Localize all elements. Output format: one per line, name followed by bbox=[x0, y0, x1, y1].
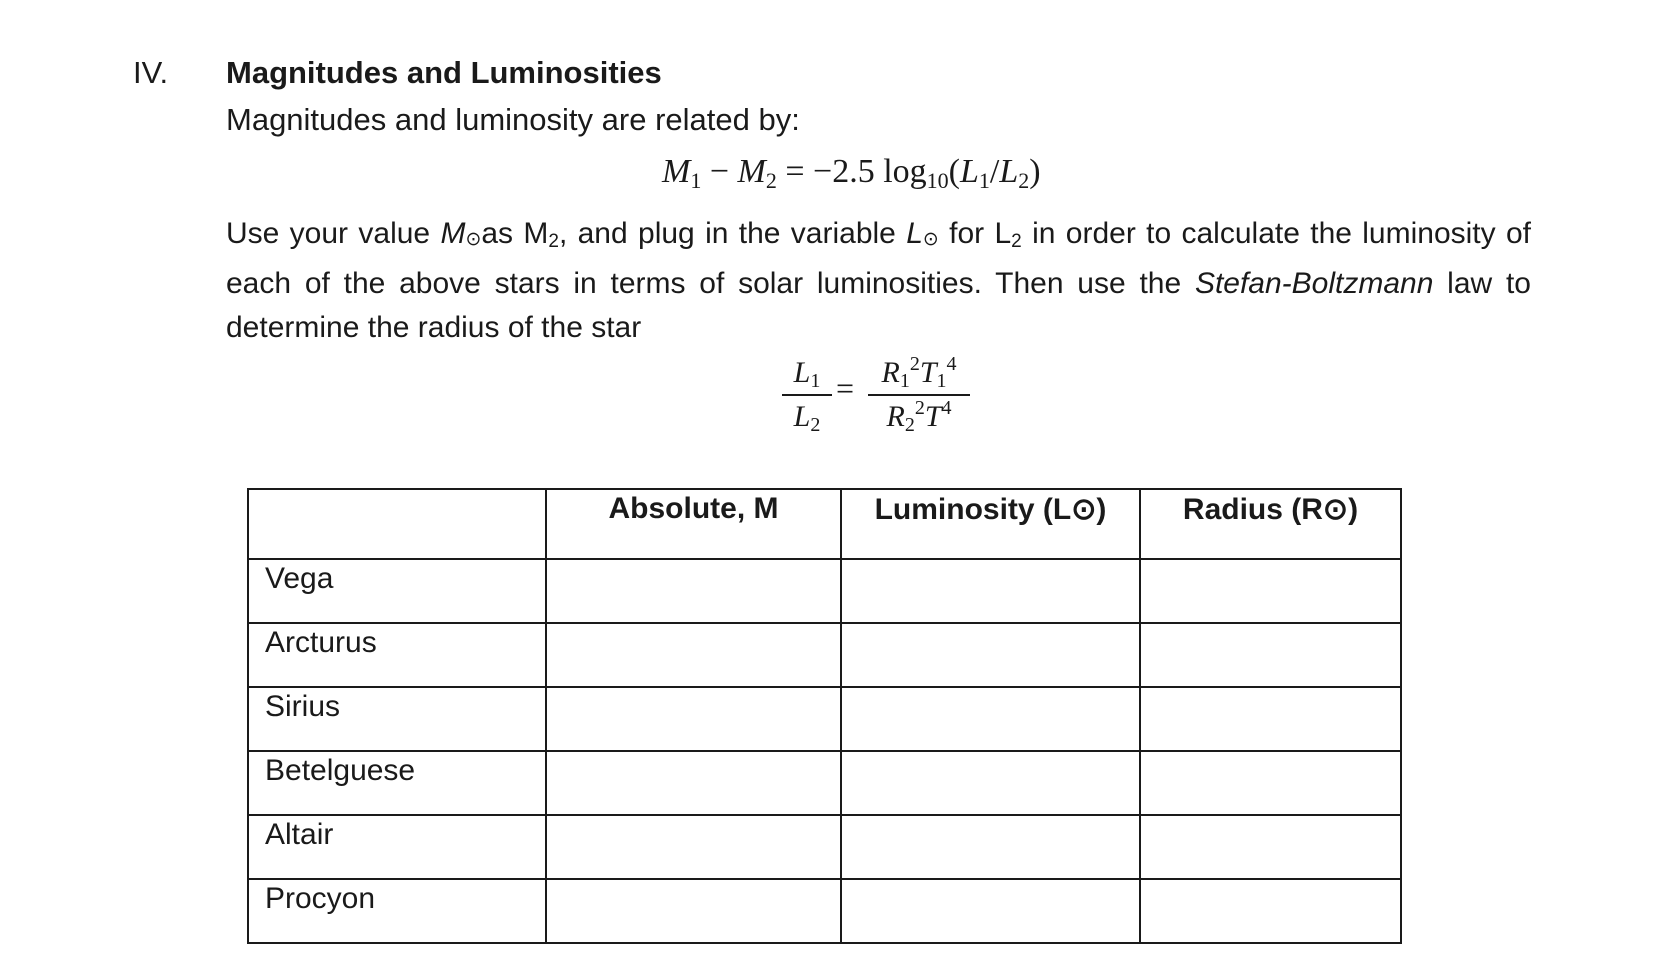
fraction-equals-sign: = bbox=[836, 370, 855, 406]
para-part-6: law to determine the radius of the star bbox=[226, 267, 1531, 344]
radius-cell[interactable] bbox=[1140, 751, 1401, 815]
frac-r1: R bbox=[881, 356, 900, 389]
eq-log-base: 10 bbox=[926, 168, 949, 193]
eq-paren-close: ) bbox=[1029, 153, 1041, 190]
frac-r1-sup: 2 bbox=[909, 353, 920, 375]
para-part-4-sub: 2 bbox=[1011, 231, 1022, 252]
frac-t2: T bbox=[924, 400, 942, 433]
eq-m2-sub: 2 bbox=[765, 168, 777, 193]
eq-slash: / bbox=[989, 153, 1000, 190]
eq-paren-open: ( bbox=[948, 153, 960, 190]
luminosity-cell[interactable] bbox=[841, 559, 1140, 623]
header-star-column bbox=[248, 489, 546, 559]
para-part-4: for L bbox=[938, 217, 1012, 250]
eq-coefficient: −2.5 log bbox=[813, 153, 927, 190]
eq-l1-sub: 1 bbox=[978, 168, 990, 193]
law-name: Stefan-Boltzmann bbox=[1194, 267, 1434, 300]
l-sun-variable: L bbox=[906, 217, 923, 250]
sun-icon: ⊙ bbox=[465, 229, 482, 250]
absolute-magnitude-cell[interactable] bbox=[546, 559, 841, 623]
para-part-2-sub: 2 bbox=[548, 231, 559, 252]
eq-l1: L bbox=[959, 153, 979, 190]
para-part-2: as M bbox=[481, 217, 549, 250]
radius-cell[interactable] bbox=[1140, 623, 1401, 687]
frac-t1: T bbox=[919, 356, 937, 389]
table-row bbox=[248, 815, 1401, 879]
luminosity-cell[interactable] bbox=[841, 815, 1140, 879]
para-part-3: , and plug in the variable bbox=[558, 217, 907, 250]
eq-minus: − bbox=[709, 153, 730, 190]
radius-cell[interactable] bbox=[1140, 815, 1401, 879]
stefan-boltzmann-fraction bbox=[868, 353, 970, 436]
fraction-denominator-right bbox=[868, 397, 970, 436]
header-absolute-magnitude: Absolute, M bbox=[546, 489, 841, 559]
frac-t2-sup: 4 bbox=[941, 397, 952, 419]
eq-m2: M bbox=[737, 153, 766, 190]
star-name-cell: Procyon bbox=[248, 879, 546, 943]
section-number: IV. bbox=[133, 55, 169, 90]
table-header-row bbox=[248, 489, 1401, 559]
star-data-table bbox=[247, 488, 1402, 944]
star-name-cell: Vega bbox=[248, 559, 546, 623]
fraction-bar-left bbox=[782, 394, 832, 396]
instructions-paragraph bbox=[226, 212, 1531, 350]
frac-l2-sub: 2 bbox=[810, 414, 821, 436]
frac-r2: R bbox=[886, 400, 905, 433]
header-luminosity: Luminosity (L⊙) bbox=[841, 489, 1140, 559]
frac-r1-sub: 1 bbox=[899, 370, 910, 392]
table-row bbox=[248, 687, 1401, 751]
eq-equals: = bbox=[785, 153, 805, 190]
eq-m1-sub: 1 bbox=[690, 168, 702, 193]
sun-icon: ⊙ bbox=[922, 229, 939, 250]
eq-l2-sub: 2 bbox=[1018, 168, 1030, 193]
header-radius: Radius (R⊙) bbox=[1140, 489, 1401, 559]
table-row bbox=[248, 559, 1401, 623]
magnitude-equation bbox=[662, 153, 1041, 194]
frac-l1-sub: 1 bbox=[810, 370, 821, 392]
frac-r2-sub: 2 bbox=[904, 414, 915, 436]
luminosity-cell[interactable] bbox=[841, 879, 1140, 943]
star-name-cell: Betelguese bbox=[248, 751, 546, 815]
star-name-cell: Arcturus bbox=[248, 623, 546, 687]
fraction-numerator-right bbox=[868, 353, 970, 392]
section-title: Magnitudes and Luminosities bbox=[226, 55, 662, 90]
table-row bbox=[248, 879, 1401, 943]
luminosity-ratio-fraction bbox=[782, 356, 832, 434]
frac-l1: L bbox=[793, 356, 811, 389]
luminosity-cell[interactable] bbox=[841, 687, 1140, 751]
absolute-magnitude-cell[interactable] bbox=[546, 815, 841, 879]
frac-t1-sub: 1 bbox=[936, 370, 947, 392]
luminosity-cell[interactable] bbox=[841, 623, 1140, 687]
radius-cell[interactable] bbox=[1140, 879, 1401, 943]
eq-l2: L bbox=[999, 153, 1019, 190]
absolute-magnitude-cell[interactable] bbox=[546, 687, 841, 751]
frac-l2: L bbox=[793, 400, 811, 433]
absolute-magnitude-cell[interactable] bbox=[546, 751, 841, 815]
m-sun-variable: M bbox=[440, 217, 466, 250]
fraction-denominator-left bbox=[782, 400, 832, 434]
star-name-cell: Altair bbox=[248, 815, 546, 879]
radius-cell[interactable] bbox=[1140, 559, 1401, 623]
para-part-5: in order to calculate the luminosity of each of the above stars in terms of solar luminosities. Then use the bbox=[226, 217, 1531, 300]
absolute-magnitude-cell[interactable] bbox=[546, 623, 841, 687]
table-row bbox=[248, 623, 1401, 687]
radius-cell[interactable] bbox=[1140, 687, 1401, 751]
para-part-1: Use your value bbox=[226, 217, 441, 250]
frac-r2-sup: 2 bbox=[914, 397, 925, 419]
star-name-cell: Sirius bbox=[248, 687, 546, 751]
frac-t1-sup: 4 bbox=[946, 353, 957, 375]
eq-m1: M bbox=[662, 153, 691, 190]
absolute-magnitude-cell[interactable] bbox=[546, 879, 841, 943]
fraction-bar-right bbox=[868, 394, 970, 396]
intro-text: Magnitudes and luminosity are related by: bbox=[226, 102, 800, 137]
luminosity-cell[interactable] bbox=[841, 751, 1140, 815]
table-row bbox=[248, 751, 1401, 815]
fraction-numerator-left bbox=[782, 356, 832, 390]
